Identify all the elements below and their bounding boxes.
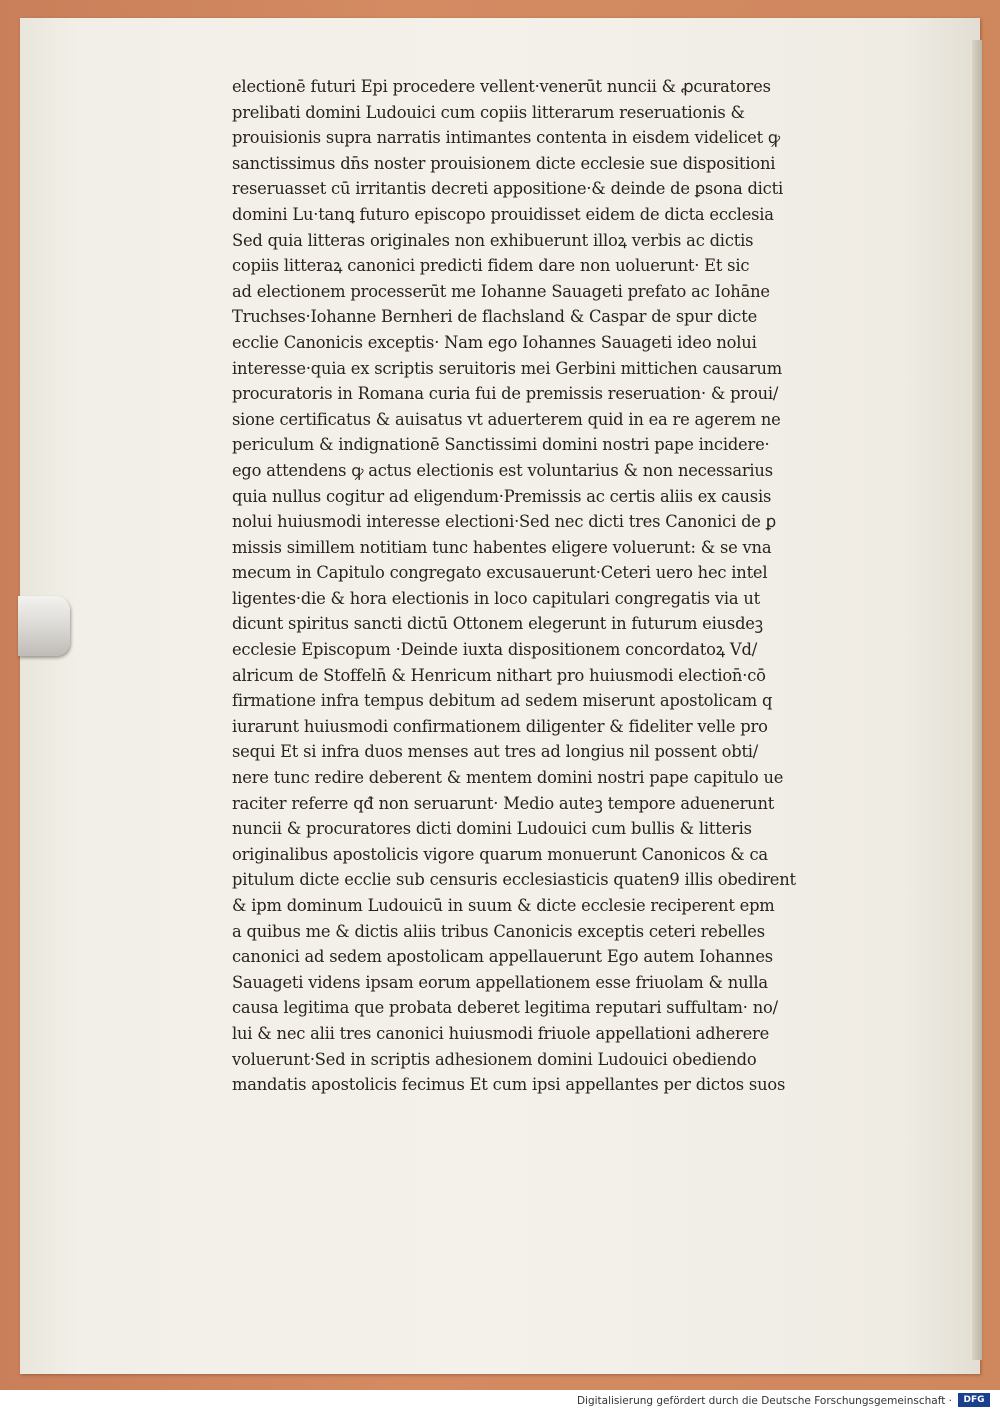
text-line: procuratoris in Romana curia fui de premissis reseruation· & proui/ <box>232 384 779 404</box>
text-line: sione certificatus & auisatus vt aduerterem quid in ea re agerem ne <box>232 409 781 429</box>
text-line: originalibus apostolicis vigore quarum monuerunt Canonicos & ca <box>232 844 768 864</box>
text-line: reseruasset cū irritantis decreti appositione·& deinde de ꝑsona dicti <box>232 179 783 199</box>
text-line: causa legitima que probata deberet legitima reputari suffultam· no/ <box>232 998 778 1018</box>
text-line: prelibati domini Ludouici cum copiis litterarum reseruationis & <box>232 102 745 122</box>
text-line: dicunt spiritus sancti dictū Ottonem elegerunt in futurum eiusdeꝫ <box>232 614 763 634</box>
text-line: ad electionem processerūt me Iohanne Sauageti prefato ac Iohāne <box>232 281 770 301</box>
text-line: firmatione infra tempus debitum ad sedem miserunt apostolicam q <box>232 691 773 711</box>
text-line: domini Lu·tanꝗ futuro episcopo prouidisset eidem de dicta ecclesia <box>232 204 774 224</box>
incunable-text-block <box>232 74 852 1098</box>
text-line: voluerunt·Sed in scriptis adhesionem domini Ludouici obediendo <box>232 1049 757 1069</box>
text-line: ligentes·die & hora electionis in loco capitulari congregatis via ut <box>232 588 761 608</box>
page-edge <box>972 40 982 1360</box>
text-line: sanctissimus dn̄s noster prouisionem dicte ecclesie sue dispositioni <box>232 153 776 173</box>
text-line: electionē futuri Epi procedere vellent·venerūt nuncii & ꝓcuratores <box>232 77 771 96</box>
text-line: prouisionis supra narratis intimantes contenta in eisdem videlicet ꝙ <box>232 128 780 148</box>
text-line: ecclie Canonicis exceptis· Nam ego Iohannes Sauageti ideo nolui <box>232 332 757 352</box>
text-line: nuncii & procuratores dicti domini Ludouici cum bullis & litteris <box>232 819 752 839</box>
text-line: canonici ad sedem apostolicam appellauerunt Ego autem Iohannes <box>232 947 773 967</box>
text-line: ego attendens ꝙ actus electionis est voluntarius & non necessarius <box>232 460 773 480</box>
text-line: Truchses·Iohanne Bernheri de flachsland & Caspar de spur dicte <box>232 307 758 327</box>
dfg-funding-credit: Digitalisierung gefördert durch die Deutsche Forschungsgemeinschaft · <box>576 1395 952 1407</box>
text-line: mecum in Capitulo congregato excusauerunt·Ceteri uero hec intel <box>232 563 768 583</box>
text-line: lui & nec alii tres canonici huiusmodi friuole appellationi adherere <box>232 1023 770 1043</box>
text-line: & ipm dominum Ludouicū in suum & dicte ecclesie reciperent epm <box>232 896 775 915</box>
text-line: quia nullus cogitur ad eligendum·Premissis ac certis aliis ex causis <box>232 486 772 506</box>
text-line: sequi Et si infra duos menses aut tres ad longius nil possent obti/ <box>232 742 759 762</box>
text-line: copiis litteraꝝ canonici predicti fidem dare non uoluerunt· Et sic <box>232 256 750 276</box>
text-line: Sauageti videns ipsam eorum appellationem esse friuolam & nulla <box>232 972 768 992</box>
text-line: Sed quia litteras originales non exhibuerunt illoꝝ verbis ac dictis <box>232 230 754 250</box>
text-line: raciter referre qđ non seruarunt· Medio auteꝫ tempore aduenerunt <box>232 793 775 813</box>
text-line: alricum de Stoffeln̄ & Henricum nithart pro huiusmodi election̄·cō <box>232 665 766 685</box>
dfg-logo: DFG <box>958 1393 990 1407</box>
text-line: interesse·quia ex scriptis seruitoris mei Gerbini mittichen causarum <box>232 358 782 378</box>
page-clip <box>18 596 70 656</box>
text-line: missis simillem notitiam tunc habentes eligere voluerunt: & se vna <box>232 537 772 557</box>
text-line: mandatis apostolicis fecimus Et cum ipsi appellantes per dictos suos <box>232 1075 786 1095</box>
text-line: a quibus me & dictis aliis tribus Canonicis exceptis ceteri rebelles <box>232 921 765 941</box>
text-line: periculum & indignationē Sanctissimi domini nostri pape incidere· <box>232 435 770 455</box>
text-line: iurarunt huiusmodi confirmationem diligenter & fideliter velle pro <box>232 716 768 736</box>
text-line: nolui huiusmodi interesse electioni·Sed nec dicti tres Canonici de ꝑ <box>232 512 776 532</box>
text-line: nere tunc redire deberent & mentem domini nostri pape capitulo ue <box>232 768 784 788</box>
text-line: pitulum dicte ecclie sub censuris ecclesiasticis quaten9 illis obedirent <box>232 870 796 890</box>
text-line: ecclesie Episcopum ·Deinde iuxta dispositionem concordatoꝝ Vd/ <box>232 640 757 660</box>
